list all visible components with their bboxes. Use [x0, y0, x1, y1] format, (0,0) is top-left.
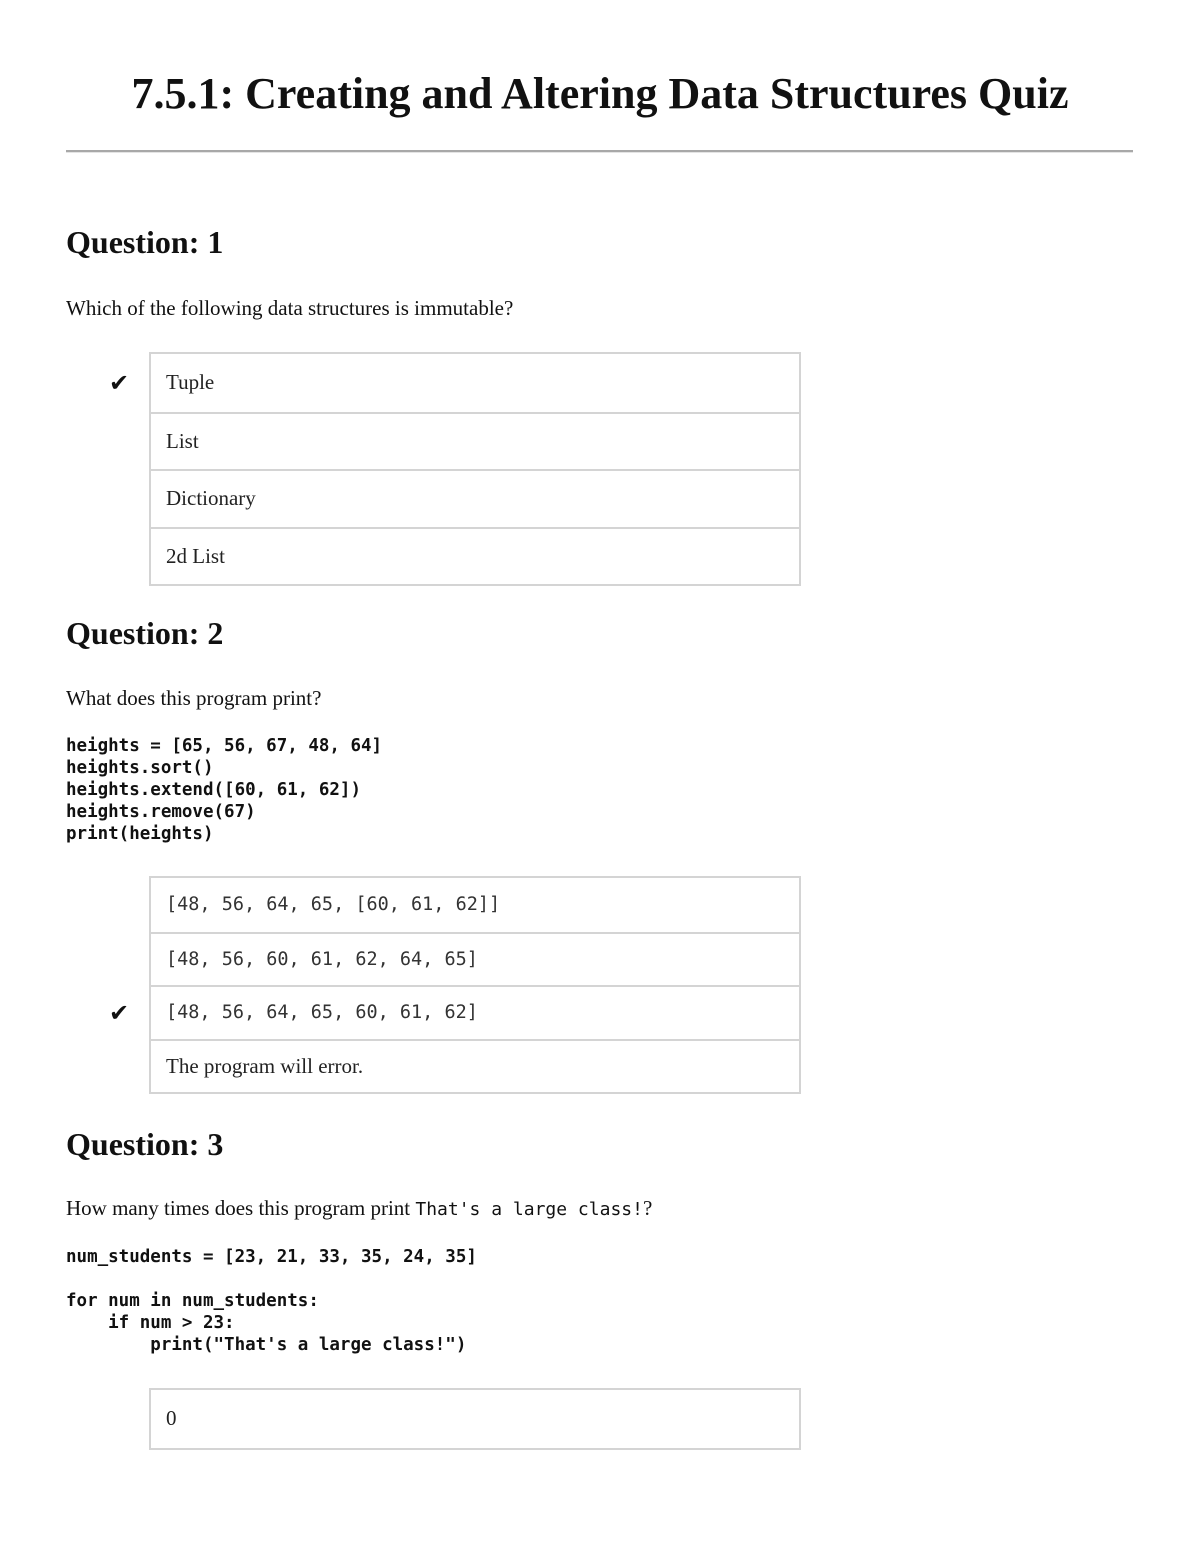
answer-option[interactable] [151, 527, 799, 585]
question-1-heading: Question: 1 [66, 224, 224, 260]
question-2-heading: Question: 2 [66, 615, 224, 651]
answer-option[interactable] [109, 354, 799, 412]
check-mark-icon: ✔ [109, 998, 130, 1027]
page-title: 7.5.1: Creating and Altering Data Structures Quiz [131, 69, 1069, 118]
question-1-prompt: Which of the following data structures is immutable? [66, 296, 514, 320]
answer-label: Tuple [166, 370, 215, 395]
question-3-code: num_students = [23, 21, 33, 35, 24, 35] for num in num_students: if num > 23: print("That's a large class!") [66, 1247, 477, 1355]
question-3-prompt-end: ? [642, 1196, 653, 1220]
answer-option[interactable] [151, 1390, 799, 1448]
question-1-answers [109, 352, 801, 586]
answer-label: [48, 56, 60, 61, 62, 64, 65] [166, 948, 478, 970]
answer-option[interactable] [109, 985, 799, 1039]
answer-label: List [166, 428, 199, 453]
answer-option[interactable] [151, 469, 799, 527]
question-2-answers [109, 876, 801, 1094]
question-3-answers [149, 1388, 801, 1450]
question-3-prompt-code: That's a large class! [415, 1199, 643, 1220]
answer-label: 0 [166, 1406, 177, 1431]
answer-label: The program will error. [166, 1053, 364, 1078]
answer-label: Dictionary [166, 486, 256, 511]
answer-label: [48, 56, 64, 65, 60, 61, 62] [166, 1002, 478, 1024]
answer-option[interactable] [151, 878, 799, 932]
answer-option[interactable] [151, 932, 799, 986]
question-2-code: heights = [65, 56, 67, 48, 64] heights.sort() heights.extend([60, 61, 62]) heights.remove(67) print(heights) [66, 736, 383, 844]
answer-label: [48, 56, 64, 65, [60, 61, 62]] [166, 894, 501, 916]
answer-option[interactable] [151, 412, 799, 470]
answer-option[interactable] [151, 1039, 799, 1093]
question-3-prompt [66, 1194, 652, 1224]
title-divider [66, 150, 1133, 153]
question-3-prompt-text: How many times does this program print [66, 1196, 416, 1220]
question-2-prompt: What does this program print? [66, 686, 322, 710]
check-mark-icon: ✔ [109, 368, 130, 397]
answer-label: 2d List [166, 543, 225, 568]
question-3-heading: Question: 3 [66, 1126, 224, 1162]
